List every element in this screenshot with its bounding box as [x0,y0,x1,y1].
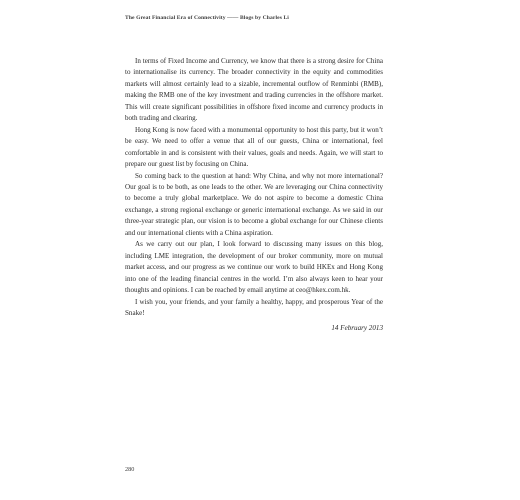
paragraph: Hong Kong is now faced with a monumental opportunity to host this party, but it won’t be easy. We need to offer a venue that all of our guests, China or international, feel comfortable in and is consistent with their values, goals and needs. Again, we will start to prepare our guest list by focusing on China. [125,125,383,169]
post-date: 14 February 2013 [331,324,383,332]
blog-body [125,56,383,319]
paragraph: I wish you, your friends, and your family a healthy, happy, and prosperous Year of the Snake! [125,297,383,317]
paragraph: As we carry out our plan, I look forward to discussing many issues on this blog, including LME integration, the development of our broker community, more on mutual market access, and our progress as we continue our work to build HKEx and Hong Kong into one of the leading financial centres in the world. I’m also always keen to hear your thoughts and opinions. I can be reached by email anytime at ceo@hkex.com.hk. [125,240,383,295]
running-header: The Great Financial Era of Connectivity —— Blogs by Charles Li [125,15,289,21]
page-number: 280 [125,466,135,473]
paragraph: So coming back to the question at hand: Why China, and why not more international? Our goal is to be both, as one leads to the other. We are leveraging our China connectivity to become a truly global marketplace. We do not aspire to become a domestic China exchange, a strong regional exchange or generic international exchange. As we said in our three-year strategic plan, our vision is to become a global exchange for our Chinese clients and our international clients with a China aspiration. [125,171,383,237]
paragraph: In terms of Fixed Income and Currency, we know that there is a strong desire for China to internationalise its currency. The broader connectivity in the equity and commodities markets will almost certainly lead to a sizable, incremental outflow of Renminbi (RMB), making the RMB one of the key investment and trading currencies in the offshore market. This will create significant possibilities in offshore fixed income and currency products in both trading and clearing. [125,57,383,123]
